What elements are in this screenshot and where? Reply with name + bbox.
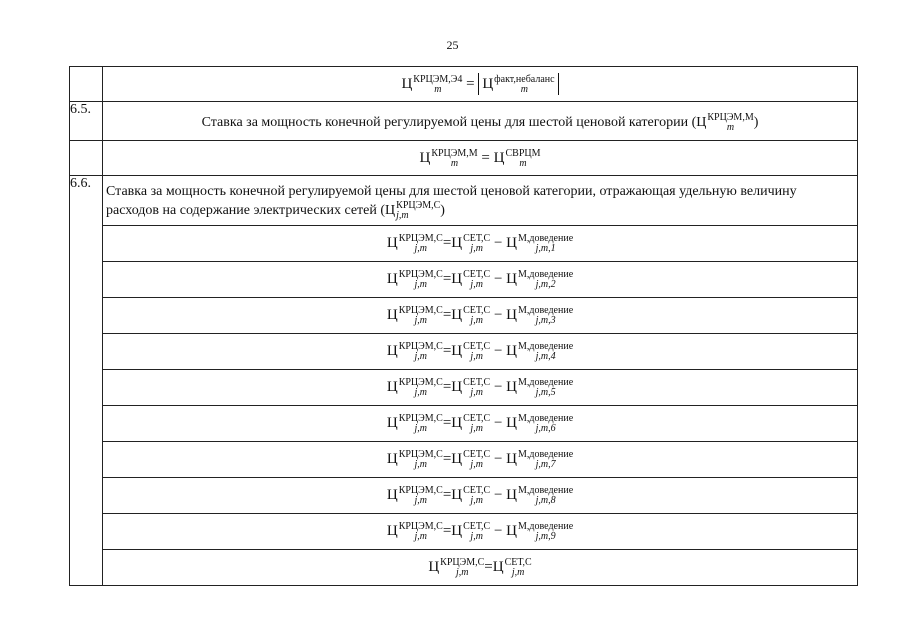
superscript: КРЦЭМ,С [398, 520, 443, 532]
formula-cell [103, 262, 858, 298]
symbol: Ц [506, 379, 518, 395]
table-row [70, 370, 858, 406]
superscript: М,доведение [518, 412, 574, 424]
subscript: j,m [470, 386, 483, 398]
formula-cell [103, 141, 858, 176]
subscript: m [450, 157, 459, 169]
formula-cell [103, 478, 858, 514]
section-heading-cell [103, 102, 858, 141]
formula-cell [103, 442, 858, 478]
minus-sign: − [493, 307, 503, 323]
subscript: j,m [470, 458, 483, 470]
superscript: КРЦЭМ,С [398, 232, 443, 244]
superscript: КРЦЭМ,С [398, 340, 443, 352]
superscript: факт,небаланс [494, 73, 555, 85]
table-row [70, 102, 858, 141]
formula-cell [103, 550, 858, 586]
superscript: СВРЦМ [505, 147, 541, 159]
symbol: Ц [386, 271, 398, 287]
symbol: Ц [506, 451, 518, 467]
symbol: Ц [419, 150, 431, 166]
superscript: СЕТ,С [463, 412, 491, 424]
symbol: Ц [451, 307, 463, 323]
table-row [70, 67, 858, 102]
superscript: СЕТ,С [463, 376, 491, 388]
superscript: М,доведение [518, 448, 574, 460]
superscript: КРЦЭМ,С [396, 200, 441, 211]
superscript: СЕТ,С [463, 448, 491, 460]
symbol: Ц [506, 523, 518, 539]
equals-sign: = [466, 76, 475, 92]
subscript: j,m [470, 422, 483, 434]
subscript: j,m [470, 350, 483, 362]
symbol: Ц [401, 76, 413, 92]
formula-6-6-2 [103, 262, 857, 297]
symbol: Ц [506, 343, 518, 359]
superscript: СЕТ,С [463, 304, 491, 316]
formula-6-6-4 [103, 334, 857, 369]
equals-sign: = [484, 559, 493, 575]
formula-6-6-9 [103, 514, 857, 549]
symbol: Ц [451, 487, 463, 503]
equals-sign: = [442, 343, 452, 359]
superscript: М,доведение [518, 340, 574, 352]
table-row [70, 406, 858, 442]
subscript: j,m,8 [535, 494, 556, 506]
symbol: Ц [506, 271, 518, 287]
formula-cell [103, 67, 858, 102]
row-number-cell [70, 67, 103, 102]
subscript: j,m,4 [535, 350, 556, 362]
superscript: М,доведение [518, 376, 574, 388]
symbol: Ц [386, 307, 398, 323]
heading-text: Ставка за мощность конечной регулируемой цены для шестой ценовой категории, отражающая удельную величину расходов на содержание электрических сетей ( [106, 184, 797, 219]
subscript: j,m [470, 278, 483, 290]
page-number: 25 [446, 38, 459, 52]
section-heading-6-5 [103, 102, 857, 140]
minus-sign: − [493, 271, 503, 287]
superscript: КРЦЭМ,М [707, 112, 754, 123]
subscript: j,m [414, 530, 428, 542]
subscript: j,m [511, 566, 525, 578]
row-number-cell: 6.6. [70, 176, 103, 586]
subscript: m [726, 122, 735, 133]
superscript: КРЦЭМ,М [431, 147, 478, 159]
formula-cell [103, 370, 858, 406]
closing-paren: ) [753, 115, 759, 131]
minus-sign: − [493, 235, 503, 251]
symbol: Ц [506, 487, 518, 503]
symbol: Ц [386, 343, 398, 359]
table-row [70, 262, 858, 298]
formula-cell [103, 334, 858, 370]
equals-sign: = [442, 379, 452, 395]
equals-sign: = [442, 307, 452, 323]
equals-sign: = [442, 523, 452, 539]
symbol: Ц [482, 76, 494, 92]
superscript: М,доведение [518, 304, 574, 316]
subscript: j,m,6 [535, 422, 556, 434]
symbol: Ц [506, 307, 518, 323]
subscript: j,m [414, 494, 428, 506]
superscript: КРЦЭМ,С [398, 268, 443, 280]
superscript: СЕТ,С [463, 520, 491, 532]
symbol: Ц [451, 235, 463, 251]
subscript: j,m,5 [535, 386, 556, 398]
formula-6-6-6 [103, 406, 857, 441]
subscript: j,m [470, 314, 483, 326]
superscript: М,доведение [518, 520, 574, 532]
subscript: j,m,3 [535, 314, 556, 326]
table-row [70, 514, 858, 550]
symbol: Ц [451, 271, 463, 287]
superscript: КРЦЭМ,С [398, 448, 443, 460]
table-row [70, 334, 858, 370]
formula-6-6-3 [103, 298, 857, 333]
subscript: m [520, 83, 528, 95]
symbol: Ц [492, 559, 504, 575]
symbol: Ц [386, 379, 398, 395]
equals-sign: = [442, 415, 452, 431]
formula-6-6-1 [103, 226, 857, 261]
symbol: Ц [386, 235, 398, 251]
formula-6-6-7 [103, 442, 857, 477]
symbol: Ц [493, 150, 505, 166]
symbol: Ц [428, 559, 440, 575]
subscript: j,m [455, 566, 469, 578]
table-row [70, 298, 858, 334]
subscript: j,m [414, 242, 428, 254]
closing-paren: ) [440, 203, 445, 219]
symbol: Ц [451, 343, 463, 359]
symbol: Ц [451, 415, 463, 431]
subscript: j,m [414, 314, 428, 326]
formula-cell [103, 226, 858, 262]
symbol: Ц [506, 235, 518, 251]
subscript: j,m,1 [535, 242, 556, 254]
formula-6-6-5 [103, 370, 857, 405]
subscript: j,m,2 [535, 278, 556, 290]
table-row [70, 226, 858, 262]
formula-6-6-final [103, 550, 857, 585]
formula-e4 [103, 67, 857, 101]
subscript: m [434, 83, 442, 95]
table-row [70, 478, 858, 514]
subscript: j,m [414, 422, 428, 434]
subscript: j,m [470, 530, 483, 542]
superscript: КРЦЭМ,Э4 [413, 73, 463, 85]
superscript: КРЦЭМ,С [398, 376, 443, 388]
row-number-cell: 6.5. [70, 102, 103, 141]
symbol: Ц [386, 487, 398, 503]
minus-sign: − [493, 487, 503, 503]
equals-sign: = [442, 487, 452, 503]
formula-table [69, 66, 858, 586]
formula-cell [103, 406, 858, 442]
formula-6-5 [103, 141, 857, 175]
row-number-cell [70, 141, 103, 176]
subscript: j,m [414, 350, 428, 362]
symbol: Ц [451, 379, 463, 395]
equals-sign: = [481, 150, 490, 166]
superscript: КРЦЭМ,С [440, 556, 485, 568]
symbol: Ц [386, 523, 398, 539]
symbol: Ц [451, 523, 463, 539]
superscript: СЕТ,С [463, 340, 491, 352]
subscript: j,m [414, 278, 428, 290]
table-row [70, 550, 858, 586]
section-heading-cell [103, 176, 858, 226]
table-row [70, 141, 858, 176]
symbol: Ц [385, 203, 396, 219]
superscript: КРЦЭМ,С [398, 304, 443, 316]
formula-cell [103, 514, 858, 550]
subscript: j,m [396, 210, 409, 221]
subscript: j,m [414, 386, 428, 398]
subscript: j,m [470, 242, 483, 254]
symbol: Ц [386, 451, 398, 467]
superscript: СЕТ,С [463, 232, 491, 244]
symbol: Ц [506, 415, 518, 431]
heading-text: Ставка за мощность конечной регулируемой цены для шестой ценовой категории ( [201, 115, 697, 131]
subscript: j,m [470, 494, 483, 506]
minus-sign: − [493, 523, 503, 539]
superscript: СЕТ,С [504, 556, 532, 568]
symbol: Ц [696, 115, 707, 131]
minus-sign: − [493, 451, 503, 467]
superscript: М,доведение [518, 232, 574, 244]
subscript: j,m,9 [535, 530, 556, 542]
section-heading-6-6 [103, 176, 857, 225]
equals-sign: = [442, 451, 452, 467]
subscript: j,m,7 [535, 458, 556, 470]
superscript: КРЦЭМ,С [398, 484, 443, 496]
symbol: Ц [386, 415, 398, 431]
superscript: СЕТ,С [463, 268, 491, 280]
minus-sign: − [493, 343, 503, 359]
equals-sign: = [442, 271, 452, 287]
table-row [70, 176, 858, 226]
minus-sign: − [493, 415, 503, 431]
subscript: m [519, 157, 527, 169]
table-row [70, 442, 858, 478]
minus-sign: − [493, 379, 503, 395]
superscript: КРЦЭМ,С [398, 412, 443, 424]
superscript: М,доведение [518, 268, 574, 280]
superscript: М,доведение [518, 484, 574, 496]
equals-sign: = [442, 235, 452, 251]
subscript: j,m [414, 458, 428, 470]
absolute-value [478, 73, 558, 95]
formula-6-6-8 [103, 478, 857, 513]
formula-cell [103, 298, 858, 334]
superscript: СЕТ,С [463, 484, 491, 496]
symbol: Ц [451, 451, 463, 467]
